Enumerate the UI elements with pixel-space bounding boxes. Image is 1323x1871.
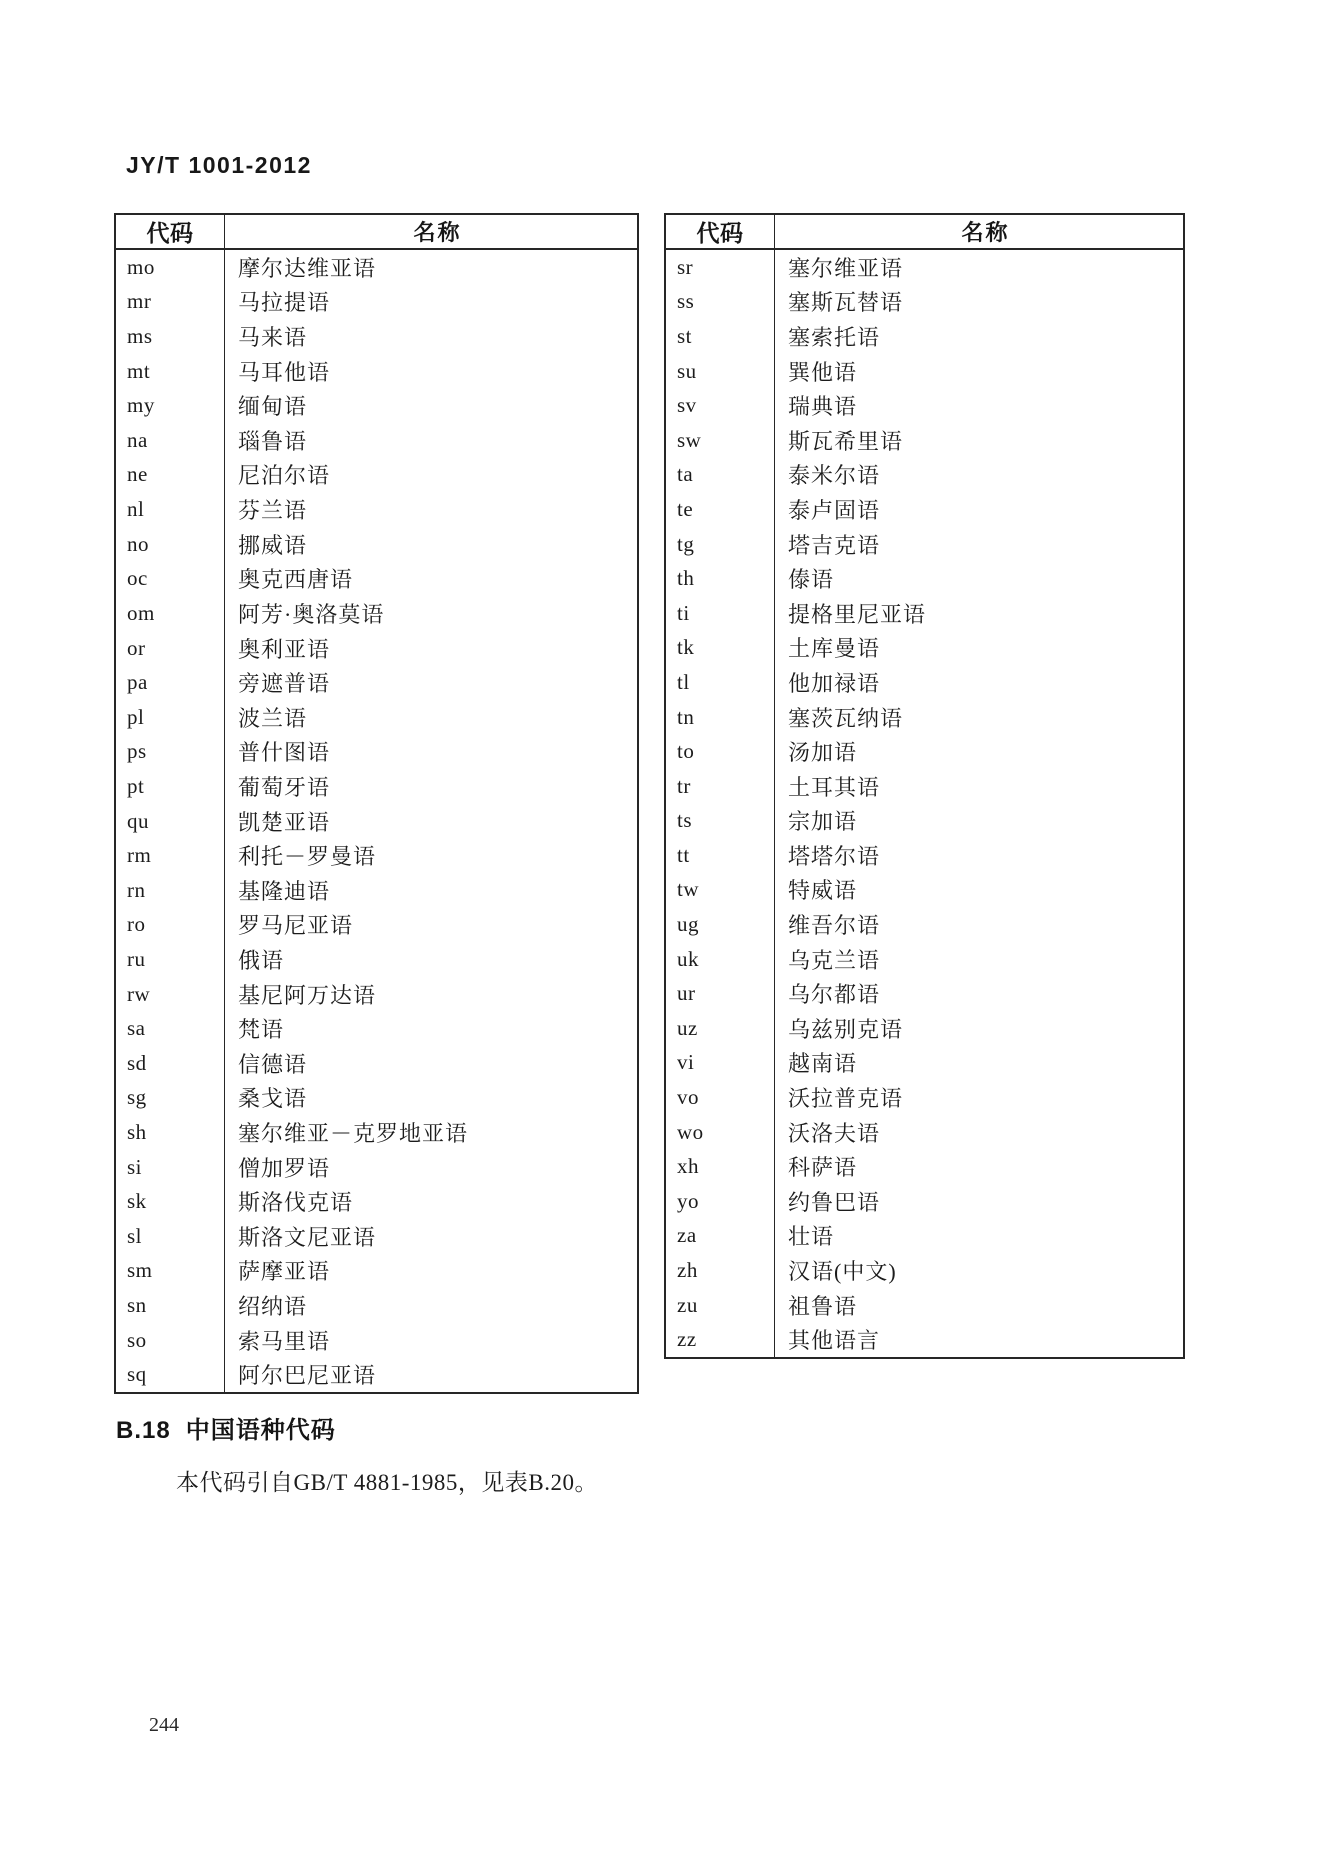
language-code-cell: sl	[116, 1219, 225, 1254]
language-code-cell: sh	[116, 1115, 225, 1150]
language-name-cell: 瑞典语	[788, 394, 858, 420]
language-code-cell: sd	[116, 1046, 225, 1081]
language-name-cell: 绍纳语	[238, 1294, 308, 1320]
language-code-cell: sm	[116, 1254, 225, 1289]
language-name-cell: 挪威语	[238, 532, 308, 558]
language-name-cell: 葡萄牙语	[238, 774, 331, 800]
language-code-cell: oc	[116, 561, 225, 596]
table-row	[666, 665, 1183, 700]
language-name-cell: 桑戈语	[238, 1086, 308, 1112]
language-name-cell: 旁遮普语	[238, 671, 331, 697]
language-name-cell: 信德语	[238, 1051, 308, 1077]
section-paragraph: 本代码引自GB/T 4881-1985，见表B.20。	[176, 1470, 598, 1495]
language-code-cell: tw	[666, 873, 775, 908]
language-name-cell: 土耳其语	[788, 774, 881, 800]
language-code-cell: sw	[666, 423, 775, 458]
table-row	[116, 319, 637, 354]
table-row	[116, 423, 637, 458]
language-code-cell: my	[116, 388, 225, 423]
table-row	[666, 1011, 1183, 1046]
table-row	[116, 527, 637, 562]
language-name-cell: 壮语	[788, 1224, 835, 1250]
language-name-cell: 普什图语	[238, 740, 331, 766]
language-name-cell: 塞斯瓦替语	[788, 290, 904, 316]
language-name-cell: 沃洛夫语	[788, 1120, 881, 1146]
language-code-cell: st	[666, 319, 775, 354]
language-name-cell: 乌兹别克语	[788, 1016, 904, 1042]
language-code-cell: vo	[666, 1080, 775, 1115]
language-name-cell: 斯洛伐克语	[238, 1190, 354, 1216]
table-row	[666, 527, 1183, 562]
table-row	[116, 285, 637, 320]
language-code-cell: ru	[116, 942, 225, 977]
language-name-cell: 阿芳·奥洛莫语	[238, 601, 385, 627]
language-code-cell: za	[666, 1219, 775, 1254]
language-code-cell: ps	[116, 735, 225, 770]
table-row	[666, 1322, 1183, 1357]
language-table-right	[664, 213, 1185, 1359]
table-row	[116, 1288, 637, 1323]
table-row	[666, 734, 1183, 769]
language-name-cell: 俄语	[238, 947, 285, 973]
table-row	[666, 804, 1183, 839]
language-code-cell: uk	[666, 942, 775, 977]
language-code-cell: so	[116, 1323, 225, 1358]
language-code-cell: sg	[116, 1081, 225, 1116]
language-name-cell: 梵语	[238, 1017, 285, 1043]
language-code-cell: sn	[116, 1288, 225, 1323]
table-row	[666, 1219, 1183, 1254]
language-name-cell: 巽他语	[788, 359, 858, 385]
table-row	[666, 1253, 1183, 1288]
table-row	[666, 769, 1183, 804]
language-name-cell: 利托－罗曼语	[238, 844, 377, 870]
language-name-cell: 汤加语	[788, 740, 858, 766]
table-row	[116, 804, 637, 839]
language-name-cell: 马耳他语	[238, 359, 331, 385]
table-row	[116, 1254, 637, 1289]
language-name-cell: 其他语言	[788, 1328, 881, 1354]
table-row	[666, 492, 1183, 527]
language-code-cell: ta	[666, 458, 775, 493]
table-row	[116, 1219, 637, 1254]
table-body	[116, 250, 637, 1392]
language-name-cell: 索马里语	[238, 1328, 331, 1354]
language-name-cell: 斯洛文尼亚语	[238, 1224, 377, 1250]
section-number: B.18	[116, 1417, 171, 1444]
table-row	[116, 1046, 637, 1081]
table-header-row	[666, 215, 1183, 250]
language-name-cell: 泰米尔语	[788, 463, 881, 489]
language-code-cell: ur	[666, 976, 775, 1011]
language-name-cell: 缅甸语	[238, 394, 308, 420]
language-code-cell: sv	[666, 388, 775, 423]
language-code-cell: tg	[666, 527, 775, 562]
language-code-cell: om	[116, 596, 225, 631]
language-code-cell: pa	[116, 665, 225, 700]
table-row	[116, 1358, 637, 1393]
language-code-cell: si	[116, 1150, 225, 1185]
table-row	[666, 423, 1183, 458]
language-name-cell: 罗马尼亚语	[238, 913, 354, 939]
table-header-row	[116, 215, 637, 250]
language-code-cell: zu	[666, 1288, 775, 1323]
language-name-cell: 越南语	[788, 1051, 858, 1077]
table-row	[116, 1081, 637, 1116]
language-code-cell: rn	[116, 873, 225, 908]
language-name-cell: 马来语	[238, 325, 308, 351]
table-row	[116, 492, 637, 527]
table-header-code: 代码	[666, 215, 775, 248]
table-row	[666, 1288, 1183, 1323]
language-name-cell: 芬兰语	[238, 498, 308, 524]
language-name-cell: 奥利亚语	[238, 636, 331, 662]
language-code-cell: sr	[666, 250, 775, 285]
language-name-cell: 宗加语	[788, 809, 858, 835]
language-code-cell: tn	[666, 700, 775, 735]
language-code-cell: tk	[666, 631, 775, 666]
language-name-cell: 沃拉普克语	[788, 1086, 904, 1112]
language-name-cell: 祖鲁语	[788, 1293, 858, 1319]
table-header-code: 代码	[116, 215, 225, 248]
language-code-cell: sa	[116, 1011, 225, 1046]
language-code-cell: tr	[666, 769, 775, 804]
table-row	[666, 458, 1183, 493]
language-name-cell: 塞尔维亚－克罗地亚语	[238, 1121, 469, 1147]
language-name-cell: 提格里尼亚语	[788, 601, 927, 627]
table-row	[116, 769, 637, 804]
language-name-cell: 乌克兰语	[788, 947, 881, 973]
table-row	[116, 250, 637, 285]
table-row	[116, 735, 637, 770]
language-code-cell: tl	[666, 665, 775, 700]
language-code-cell: mo	[116, 250, 225, 285]
page-number: 244	[149, 1714, 179, 1736]
language-code-cell: xh	[666, 1149, 775, 1184]
table-row	[666, 1046, 1183, 1081]
table-row	[666, 1184, 1183, 1219]
language-code-cell: ms	[116, 319, 225, 354]
table-row	[666, 1115, 1183, 1150]
table-row	[666, 873, 1183, 908]
table-row	[116, 561, 637, 596]
language-code-cell: ss	[666, 285, 775, 320]
table-row	[666, 596, 1183, 631]
table-row	[116, 1323, 637, 1358]
language-name-cell: 约鲁巴语	[788, 1189, 881, 1215]
table-row	[666, 388, 1183, 423]
language-name-cell: 科萨语	[788, 1155, 858, 1181]
language-name-cell: 萨摩亚语	[238, 1259, 331, 1285]
language-code-cell: rm	[116, 838, 225, 873]
table-row	[116, 977, 637, 1012]
table-row	[666, 907, 1183, 942]
table-row	[116, 700, 637, 735]
language-name-cell: 基尼阿万达语	[238, 982, 377, 1008]
language-code-cell: su	[666, 354, 775, 389]
language-code-cell: rw	[116, 977, 225, 1012]
language-code-cell: na	[116, 423, 225, 458]
section-title: 中国语种代码	[185, 1417, 336, 1444]
language-code-cell: sk	[116, 1184, 225, 1219]
table-row	[116, 838, 637, 873]
language-code-cell: nl	[116, 492, 225, 527]
language-code-cell: or	[116, 631, 225, 666]
language-name-cell: 奥克西唐语	[238, 567, 354, 593]
table-row	[116, 1011, 637, 1046]
language-name-cell: 马拉提语	[238, 290, 331, 316]
language-code-cell: mr	[116, 285, 225, 320]
language-code-cell: wo	[666, 1115, 775, 1150]
language-name-cell: 他加禄语	[788, 670, 881, 696]
language-table-left	[114, 213, 639, 1394]
language-code-cell: ro	[116, 908, 225, 943]
table-row	[116, 1115, 637, 1150]
table-row	[116, 354, 637, 389]
table-body	[666, 250, 1183, 1357]
table-header-name: 名称	[961, 220, 1010, 245]
language-code-cell: ts	[666, 804, 775, 839]
language-name-cell: 僧加罗语	[238, 1155, 331, 1181]
table-row	[116, 942, 637, 977]
table-header-name: 名称	[413, 220, 462, 245]
language-name-cell: 凯楚亚语	[238, 809, 331, 835]
table-row	[666, 631, 1183, 666]
table-row	[116, 908, 637, 943]
language-code-cell: qu	[116, 804, 225, 839]
language-name-cell: 塞茨瓦纳语	[788, 705, 904, 731]
language-name-cell: 塞尔维亚语	[788, 255, 904, 281]
language-name-cell: 摩尔达维亚语	[238, 255, 377, 281]
language-code-cell: tt	[666, 838, 775, 873]
table-row	[666, 700, 1183, 735]
language-code-cell: ug	[666, 907, 775, 942]
language-name-cell: 斯瓦希里语	[788, 428, 904, 454]
language-code-cell: zz	[666, 1322, 775, 1357]
table-row	[116, 1184, 637, 1219]
language-code-cell: ti	[666, 596, 775, 631]
language-name-cell: 波兰语	[238, 705, 308, 731]
language-code-cell: uz	[666, 1011, 775, 1046]
table-row	[666, 942, 1183, 977]
language-name-cell: 特威语	[788, 878, 858, 904]
language-name-cell: 塔塔尔语	[788, 843, 881, 869]
table-row	[666, 561, 1183, 596]
language-name-cell: 阿尔巴尼亚语	[238, 1363, 377, 1389]
table-row	[116, 665, 637, 700]
table-row	[666, 838, 1183, 873]
language-code-cell: no	[116, 527, 225, 562]
table-row	[666, 976, 1183, 1011]
language-name-cell: 瑙鲁语	[238, 428, 308, 454]
language-name-cell: 维吾尔语	[788, 913, 881, 939]
table-row	[116, 596, 637, 631]
language-code-cell: mt	[116, 354, 225, 389]
language-name-cell: 塞索托语	[788, 324, 881, 350]
table-row	[116, 1150, 637, 1185]
table-row	[116, 388, 637, 423]
language-code-cell: yo	[666, 1184, 775, 1219]
language-name-cell: 塔吉克语	[788, 532, 881, 558]
language-name-cell: 泰卢固语	[788, 497, 881, 523]
language-code-cell: sq	[116, 1358, 225, 1393]
language-name-cell: 汉语(中文)	[788, 1259, 897, 1285]
table-row	[666, 1080, 1183, 1115]
language-code-cell: pl	[116, 700, 225, 735]
language-name-cell: 乌尔都语	[788, 982, 881, 1008]
language-name-cell: 尼泊尔语	[238, 463, 331, 489]
language-code-cell: to	[666, 734, 775, 769]
table-row	[666, 1149, 1183, 1184]
language-code-cell: pt	[116, 769, 225, 804]
language-code-cell: vi	[666, 1046, 775, 1081]
language-name-cell: 土库曼语	[788, 636, 881, 662]
standard-code-header: JY/T 1001-2012	[126, 152, 312, 178]
language-code-cell: zh	[666, 1253, 775, 1288]
section-heading	[116, 1410, 336, 1445]
table-row	[116, 873, 637, 908]
language-code-cell: ne	[116, 458, 225, 493]
language-name-cell: 基隆迪语	[238, 878, 331, 904]
language-code-cell: te	[666, 492, 775, 527]
language-code-cell: th	[666, 561, 775, 596]
table-row	[666, 285, 1183, 320]
table-row	[666, 319, 1183, 354]
table-row	[116, 631, 637, 666]
table-row	[666, 250, 1183, 285]
table-row	[666, 354, 1183, 389]
language-name-cell: 傣语	[788, 567, 835, 593]
table-row	[116, 458, 637, 493]
